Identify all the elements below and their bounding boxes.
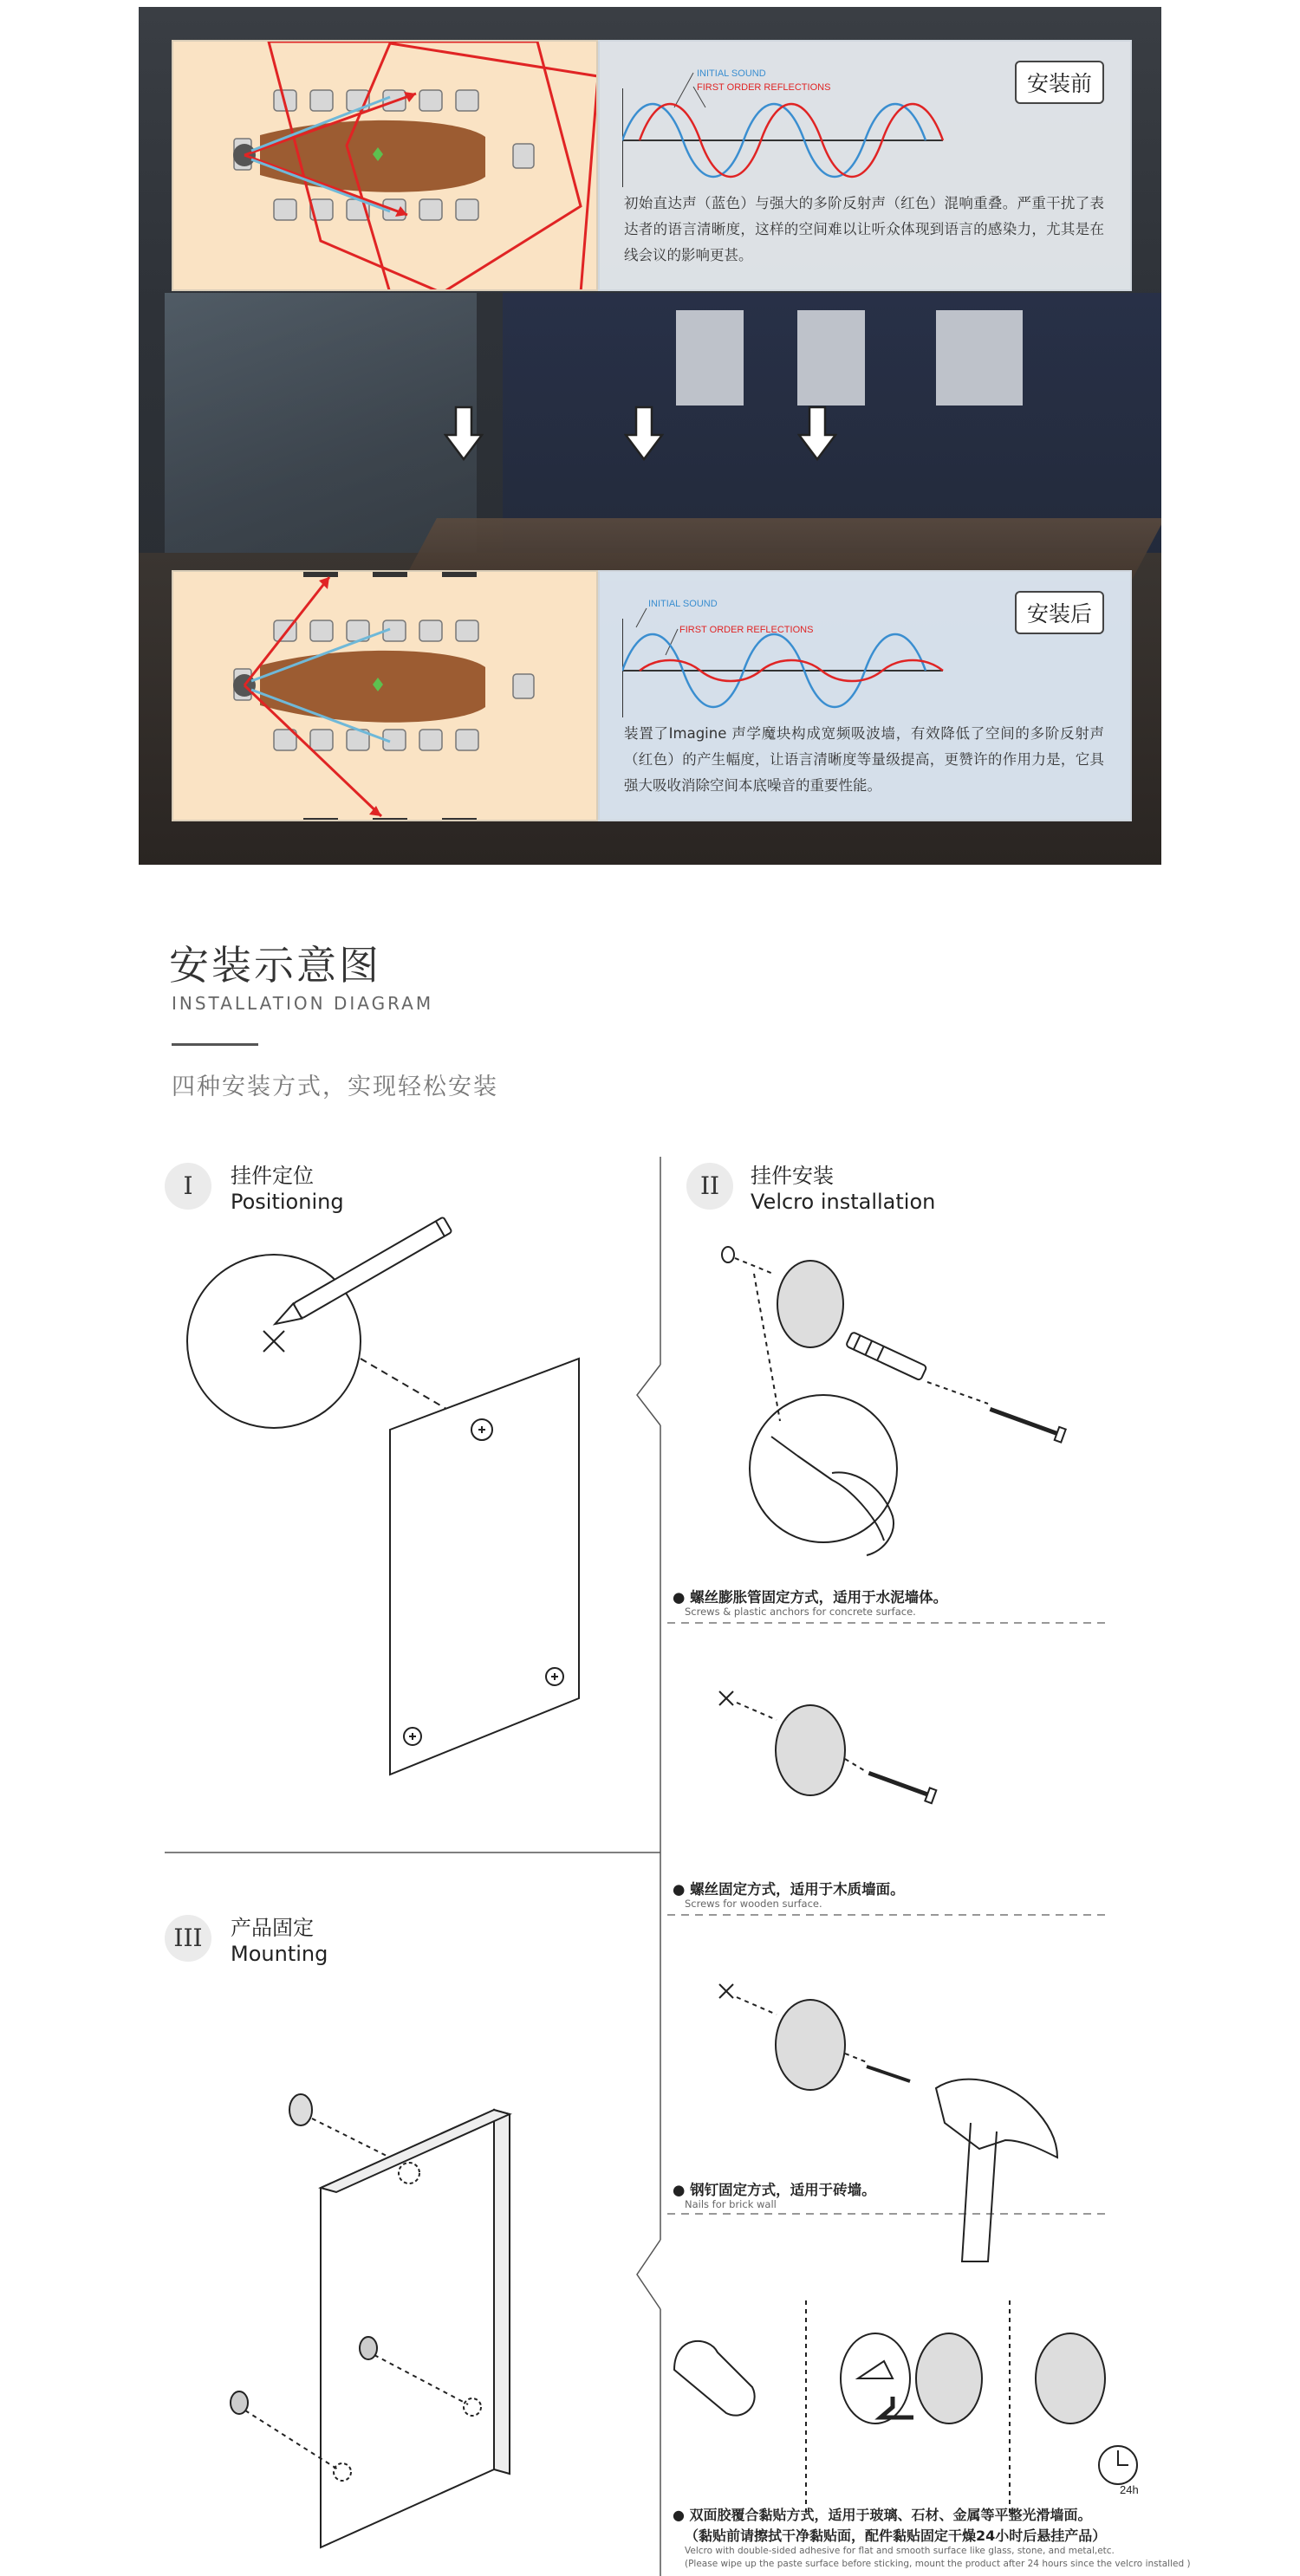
velcro-screw-anchor-illustration (722, 1247, 1066, 1555)
method-1-en: Screws & plastic anchors for concrete surface. (685, 1606, 916, 1618)
legend-reflections: FIRST ORDER REFLECTIONS (679, 625, 814, 635)
step-3-en: Mounting (231, 1942, 328, 1966)
step-2-label (751, 1163, 935, 1215)
method-4-en-note: (Please wipe up the paste surface before sticking, mount the product after 24 hours since the velcro installed ) (685, 2559, 1191, 2569)
step-1-label (231, 1163, 344, 1215)
section-title: 安装示意图 (169, 942, 381, 989)
step-2-en: Velcro installation (751, 1190, 936, 1214)
step-2-numeral: II (686, 1163, 733, 1210)
method-2-en: Screws for wooden surface. (685, 1898, 822, 1910)
before-description: 初始直达声（蓝色）与强大的多阶反射声（红色）混响重叠。严重干扰了表达者的语言清晰度，这样的空间难以让听众体现到语言的感染力，尤其是在线会议的影响更甚。 (624, 195, 1104, 263)
after-tag: 安装后 (1015, 591, 1104, 634)
method-4-cn: ● 双面胶覆合黏贴方式，适用于玻璃、石材、金属等平整光滑墙面。 (673, 2507, 1092, 2523)
step-3-label (231, 1915, 328, 1967)
step-3-numeral: III (165, 1915, 211, 1962)
section-description: 四种安装方式，实现轻松安装 (172, 1074, 498, 1100)
method-4-en: Velcro with double-sided adhesive for flat and smooth surface like glass, stone, and metal,etc. (685, 2546, 1115, 2556)
legend-initial: INITIAL SOUND (648, 599, 718, 609)
section-subtitle: INSTALLATION DIAGRAM (172, 993, 434, 1014)
after-description: 装置了Imagine 声学魔块构成宽频吸波墙，有效降低了空间的多阶反射声（红色）的产生幅度，让语言清晰度等量级提高，更赞许的作用力是，它具强大吸收消除空间本底噪音的重要性能。 (624, 725, 1104, 794)
velcro-adhesive-illustration (674, 2300, 1137, 2513)
clock-label: 24h (1120, 2483, 1139, 2496)
velcro-nail-hammer-illustration (719, 1984, 1057, 2261)
positioning-illustration (187, 1217, 579, 1775)
method-2-cn: ● 螺丝固定方式，适用于木质墙面。 (673, 1881, 905, 1898)
step-2-cn: 挂件安装 (751, 1164, 834, 1188)
mounting-illustration (231, 2094, 510, 2547)
method-3-cn: ● 钢钉固定方式，适用于砖墙。 (673, 2182, 876, 2198)
method-1-cn: ● 螺丝膨胀管固定方式，适用于水泥墙体。 (673, 1589, 948, 1606)
method-3-en: Nails for brick wall (685, 2198, 777, 2210)
step-1-cn: 挂件定位 (231, 1164, 314, 1188)
legend-reflections: FIRST ORDER REFLECTIONS (697, 82, 831, 93)
step-1-numeral: I (165, 1163, 211, 1210)
legend-initial: INITIAL SOUND (697, 68, 766, 79)
step-1-en: Positioning (231, 1190, 344, 1214)
step-3-cn: 产品固定 (231, 1916, 314, 1940)
before-tag: 安装前 (1015, 61, 1104, 104)
velcro-screw-illustration (719, 1691, 936, 1803)
method-4-cn-note: （黏贴前请擦拭干净黏贴面，配件黏贴固定干燥24小时后悬挂产品） (685, 2527, 1107, 2544)
